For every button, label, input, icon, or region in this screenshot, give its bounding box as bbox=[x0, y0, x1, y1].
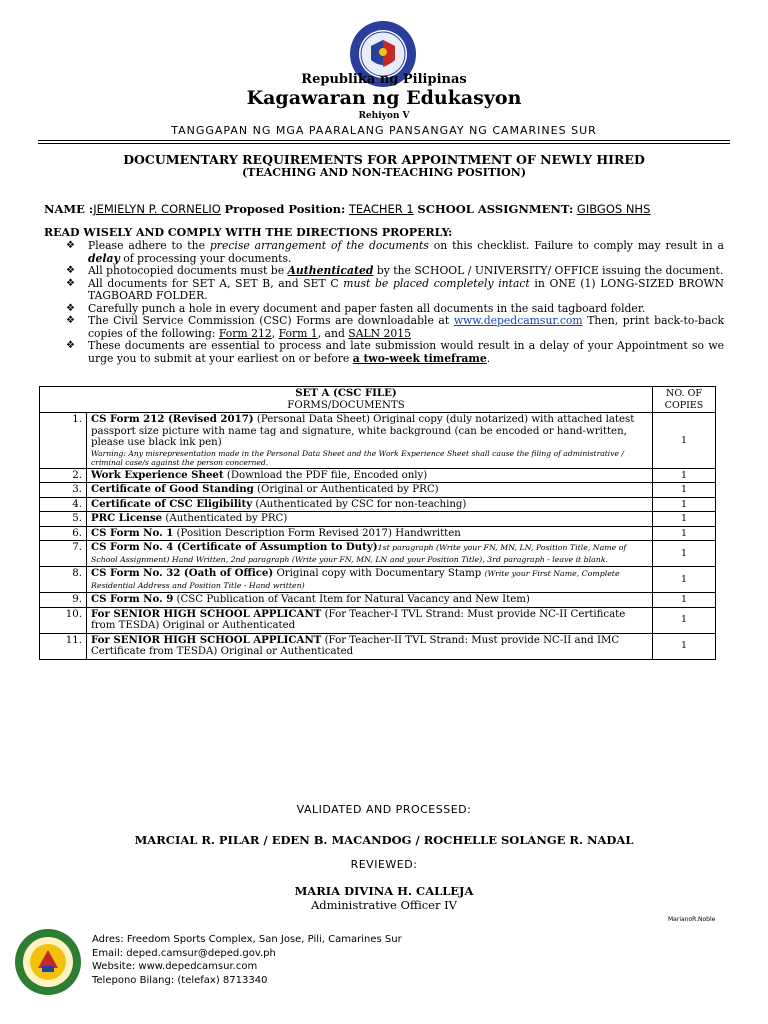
footer-email: Email: deped.camsur@deped.gov.ph bbox=[92, 947, 276, 959]
table-row bbox=[40, 512, 716, 527]
row-number: 4. bbox=[40, 497, 87, 512]
depedcamsur-link[interactable]: www.depedcamsur.com bbox=[453, 314, 583, 327]
requirement-description: PRC License (Authenticated by PRC) bbox=[87, 512, 653, 527]
applicant-name: JEMIELYN P. CORNELIO bbox=[93, 202, 221, 216]
document-title: DOCUMENTARY REQUIREMENTS FOR APPOINTMENT OF NEWLY HIRED bbox=[123, 152, 645, 167]
footer-address: Adres: Freedom Sports Complex, San Jose, Pili, Camarines Sur bbox=[92, 934, 402, 945]
table-row bbox=[40, 497, 716, 512]
requirement-description: Certificate of Good Standing (Original or Authenticated by PRC) bbox=[87, 483, 653, 498]
requirement-description: CS Form No. 9 (CSC Publication of Vacant Item for Natural Vacancy and New Item) bbox=[87, 593, 653, 608]
republic-line: Republika ng Pilipinas bbox=[301, 72, 467, 87]
reviewer-position: Administrative Officer IV bbox=[311, 898, 457, 912]
copies-count: 1 bbox=[653, 512, 716, 527]
copies-count: 1 bbox=[653, 468, 716, 483]
warning-note: Warning: Any misrepresentation made in the Personal Data Sheet and the Work Experience Sheet shall cause the filing of administrative / criminal case/s against the person concerned. bbox=[91, 448, 624, 467]
diamond-bullet-icon: ❖ bbox=[66, 315, 75, 326]
requirement-description: CS Form No. 1 (Position Description Form Revised 2017) Handwritten bbox=[87, 526, 653, 541]
copies-count: 1 bbox=[653, 541, 716, 567]
applicant-assignment: GIBGOS NHS bbox=[576, 202, 651, 216]
direction-item: ❖ The Civil Service Commission (CSC) Forms are downloadable at www.depedcamsur.com Then, print back-to-back copies of the following: Form 212, Form 1, and SALN 2015 bbox=[66, 314, 724, 340]
copies-header: NO. OF COPIES bbox=[653, 387, 716, 413]
row-number: 6. bbox=[40, 526, 87, 541]
document-subtitle: (TEACHING AND NON-TEACHING POSITION) bbox=[241, 166, 527, 179]
row-number: 11. bbox=[40, 633, 87, 659]
diamond-bullet-icon: ❖ bbox=[66, 302, 75, 314]
requirement-description: CS Form 212 (Revised 2017) (Personal Data Sheet) Original copy (duly notarized) with attached latest passport size picture with name tag and signature, white background (can be encoded or hand-written, please use black ink pen) Warning: Any misrepresentation made in the Personal Data Sheet and the Work Experience Sheet shall cause the filing of administrative / criminal case/s against the person concerned. bbox=[87, 413, 653, 469]
copies-count: 1 bbox=[653, 497, 716, 512]
diamond-bullet-icon: ❖ bbox=[66, 340, 75, 351]
department-name: Kagawaran ng Edukasyon bbox=[246, 87, 522, 109]
header-divider bbox=[38, 140, 730, 141]
applicant-position: TEACHER 1 bbox=[348, 202, 414, 216]
direction-item: ❖ Please adhere to the precise arrangement of the documents on this checklist. Failure to comply may result in a delay of processing your documents. bbox=[66, 239, 724, 265]
direction-item: ❖ All documents for SET A, SET B, and SET C must be placed completely intact in ONE (1) LONG-SIZED BROWN TAGBOARD FOLDER. bbox=[66, 276, 724, 302]
row-number: 5. bbox=[40, 512, 87, 527]
direction-item: ❖ These documents are essential to process and late submission would result in a delay of your Appointment so we urge you to submit at your earliest on or before a two-week timeframe. bbox=[66, 339, 724, 365]
footer-phone: Telepono Bilang: (telefax) 8713340 bbox=[92, 974, 268, 986]
office-name: TANGGAPAN NG MGA PAARALANG PANSANGAY NG CAMARINES SUR bbox=[171, 124, 597, 137]
reviewed-label: REVIEWED: bbox=[350, 858, 418, 871]
direction-item: ❖ Carefully punch a hole in every document and paper fasten all documents in the said tagboard folder. bbox=[66, 301, 646, 315]
footer-contact bbox=[92, 933, 402, 987]
table-row bbox=[40, 413, 716, 469]
table-row bbox=[40, 541, 716, 567]
position-label: Proposed Position: bbox=[224, 202, 346, 216]
table-row bbox=[40, 567, 716, 593]
table-row bbox=[40, 633, 716, 659]
copies-count: 1 bbox=[653, 607, 716, 633]
directions-heading: READ WISELY AND COMPLY WITH THE DIRECTIONS PROPERLY: bbox=[44, 226, 453, 239]
copies-count: 1 bbox=[653, 526, 716, 541]
requirement-description: CS Form No. 32 (Oath of Office) Original copy with Documentary Stamp (Write your First Name, Complete Residential Address and Position Title - Hand written) bbox=[87, 567, 653, 593]
header-divider-thin bbox=[38, 143, 730, 144]
name-label: NAME : bbox=[44, 202, 94, 216]
requirement-description: For SENIOR HIGH SCHOOL APPLICANT (For Teacher-I TVL Strand: Must provide NC-II Certificate from TESDA) Original or Authenticated bbox=[87, 607, 653, 633]
row-number: 10. bbox=[40, 607, 87, 633]
copies-count: 1 bbox=[653, 483, 716, 498]
footer-website: Website: www.depedcamsur.com bbox=[92, 961, 258, 972]
set-header: SET A (CSC FILE) FORMS/DOCUMENTS bbox=[40, 387, 653, 413]
row-number: 2. bbox=[40, 468, 87, 483]
table-header-row bbox=[40, 387, 716, 413]
validator-names: MARCIAL R. PILAR / EDEN B. MACANDOG / ROCHELLE SOLANGE R. NADAL bbox=[134, 833, 634, 847]
table-row bbox=[40, 607, 716, 633]
requirements-table bbox=[39, 386, 716, 660]
requirement-description: Work Experience Sheet (Download the PDF file, Encoded only) bbox=[87, 468, 653, 483]
validated-label: VALIDATED AND PROCESSED: bbox=[296, 803, 472, 816]
diamond-bullet-icon: ❖ bbox=[66, 277, 75, 289]
direction-item: ❖ All photocopied documents must be Authenticated by the SCHOOL / UNIVERSITY/ OFFICE issuing the document. bbox=[66, 264, 724, 277]
reviewer-name: MARIA DIVINA H. CALLEJA bbox=[294, 884, 474, 898]
diamond-bullet-icon: ❖ bbox=[66, 265, 75, 276]
row-number: 3. bbox=[40, 483, 87, 498]
division-seal-icon bbox=[14, 928, 82, 996]
requirement-description: CS Form No. 4 (Certificate of Assumption to Duty)1st paragraph (Write your FN, MN, LN, Position Title, Name of School Assignment) Hand Written, 2nd paragraph (Write your FN, MN, LN and your Position Title), 3rd paragraph - leave it blank. bbox=[87, 541, 653, 567]
diamond-bullet-icon: ❖ bbox=[66, 240, 75, 251]
region-label: Rehiyon V bbox=[358, 111, 410, 121]
requirement-description: For SENIOR HIGH SCHOOL APPLICANT (For Teacher-II TVL Strand: Must provide NC-II and IMC Certificate from TESDA) Original or Authenticated bbox=[87, 633, 653, 659]
copies-count: 1 bbox=[653, 567, 716, 593]
table-row bbox=[40, 483, 716, 498]
row-number: 8. bbox=[40, 567, 87, 593]
table-row bbox=[40, 526, 716, 541]
copies-count: 1 bbox=[653, 593, 716, 608]
initials-mark: MarianoR.Noble bbox=[668, 916, 716, 923]
row-number: 9. bbox=[40, 593, 87, 608]
applicant-line bbox=[44, 202, 650, 216]
copies-count: 1 bbox=[653, 413, 716, 469]
directions-list bbox=[66, 240, 724, 365]
copies-count: 1 bbox=[653, 633, 716, 659]
table-row bbox=[40, 468, 716, 483]
row-number: 7. bbox=[40, 541, 87, 567]
row-number: 1. bbox=[40, 413, 87, 469]
table-row bbox=[40, 593, 716, 608]
assignment-label: SCHOOL ASSIGNMENT: bbox=[417, 202, 574, 216]
requirement-description: Certificate of CSC Eligibility (Authenticated by CSC for non-teaching) bbox=[87, 497, 653, 512]
